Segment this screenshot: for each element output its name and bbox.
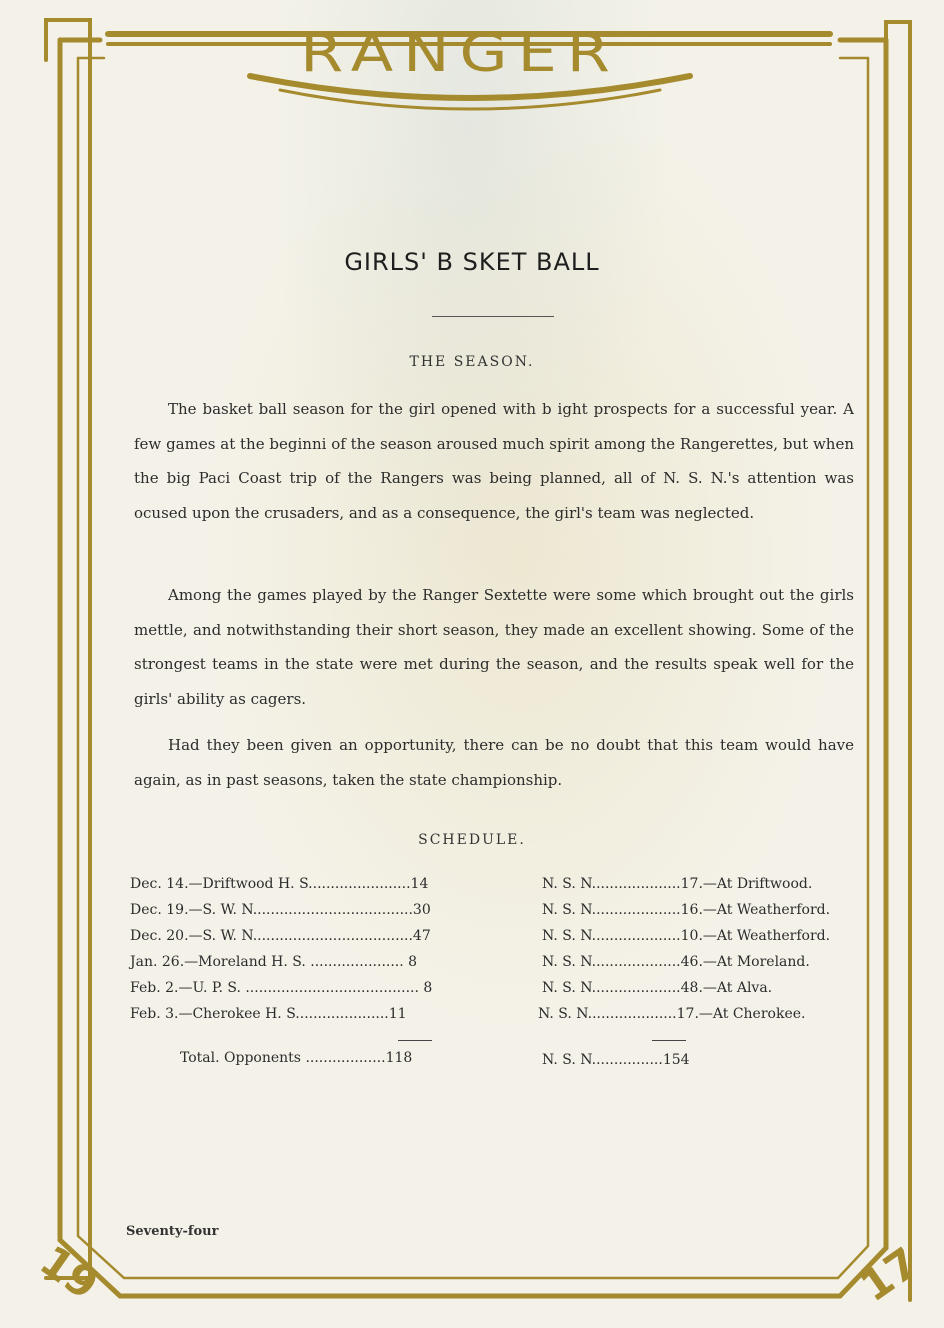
schedule-right-row: N. S. N....................10.—At Weatherford. [542, 928, 831, 944]
schedule-left-row: Dec. 20.—S. W. N....................................47 [130, 928, 431, 944]
year-right: 17 [851, 1237, 928, 1312]
paragraph-2: Among the games played by the Ranger Sextette were some which brought out the girls mettle, and notwithstanding their short season, they made an excellent showing. Some of the strongest teams in the state were met during the season, and the results speak well for the girls' ability as cagers. [134, 586, 854, 708]
team-name: N. S. N. [542, 980, 597, 996]
team-name: N. S. N. [542, 876, 597, 892]
paragraph-1: The basket ball season for the girl opened with b ight prospects for a successful year. A few games at the beginni of the season aroused much spirit among the Rangerettes, but when the big Paci Coast trip of the Rangers was being planned, all of N. S. N.'s attention was ocused upon the crusaders, and as a consequence, the girl's team was neglected. [134, 400, 854, 522]
total-rule-right [652, 1040, 686, 1041]
opponent-score: 8 [408, 954, 418, 970]
game-opponent: Moreland H. S. [198, 954, 306, 970]
game-date: Feb. 3. [130, 1006, 179, 1022]
team-score: 16. [680, 902, 703, 918]
game-place: At Alva. [716, 980, 773, 996]
paragraph-3: Had they been given an opportunity, there can be no doubt that this team would have again, as in past seasons, taken the state championship. [134, 736, 854, 789]
schedule-heading: SCHEDULE. [418, 832, 526, 848]
game-date: Feb. 2. [130, 980, 179, 996]
game-opponent: S. W. N. [202, 928, 258, 944]
team-name: N. S. N. [542, 902, 597, 918]
schedule-right-row: N. S. N....................48.—At Alva. [542, 980, 773, 996]
team-score: 10. [680, 928, 703, 944]
team-score: 17. [676, 1006, 699, 1022]
team-score: 17. [680, 876, 703, 892]
team-score: 46. [680, 954, 703, 970]
team-name: N. S. N. [538, 1006, 593, 1022]
schedule-left-row: Jan. 26.—Moreland H. S. ..................... 8 [130, 954, 418, 970]
team-score: 48. [680, 980, 703, 996]
game-place: At Driftwood. [716, 876, 813, 892]
schedule-left-row: Feb. 2.—U. P. S. ....................................... 8 [130, 980, 433, 996]
game-date: Dec. 14. [130, 876, 189, 892]
opponent-score: 30 [412, 902, 431, 918]
total-opponents: Total. Opponents ..................118 [180, 1050, 413, 1066]
schedule-left-row: Dec. 19.—S. W. N....................................30 [130, 902, 431, 918]
game-opponent: Driftwood H. S. [202, 876, 313, 892]
game-opponent: Cherokee H. S. [192, 1006, 300, 1022]
game-place: At Weatherford. [716, 902, 831, 918]
game-place: At Weatherford. [716, 928, 831, 944]
team-name: N. S. N. [542, 954, 597, 970]
game-date: Dec. 20. [130, 928, 189, 944]
total-label: N. S. N. [542, 1052, 597, 1068]
opponent-score: 11 [388, 1006, 407, 1022]
total-score: 118 [385, 1050, 413, 1066]
total-rule-left [398, 1040, 432, 1041]
total-nsn: N. S. N................154 [542, 1052, 690, 1068]
title-divider [432, 316, 554, 317]
game-opponent: S. W. N. [202, 902, 258, 918]
opponent-score: 8 [423, 980, 433, 996]
schedule-right-row: N. S. N....................17.—At Cherokee. [538, 1006, 806, 1022]
page-number: Seventy-four [126, 1224, 219, 1239]
game-opponent: U. P. S. [192, 980, 241, 996]
opponent-score: 14 [410, 876, 429, 892]
schedule-right-row: N. S. N....................17.—At Driftwood. [542, 876, 813, 892]
schedule-left-row: Dec. 14.—Driftwood H. S.......................14 [130, 876, 429, 892]
masthead-title: RANGER [300, 21, 620, 84]
schedule-left-row: Feb. 3.—Cherokee H. S.....................11 [130, 1006, 407, 1022]
year-left: 19 [31, 1235, 108, 1310]
game-date: Jan. 26. [130, 954, 185, 970]
schedule-right-row: N. S. N....................46.—At Moreland. [542, 954, 810, 970]
schedule-right-row: N. S. N....................16.—At Weatherford. [542, 902, 831, 918]
opponent-score: 47 [412, 928, 431, 944]
page-title: GIRLS' B SKET BALL [344, 248, 600, 276]
season-heading: THE SEASON. [409, 354, 535, 370]
total-label: Total. Opponents [180, 1050, 301, 1066]
game-date: Dec. 19. [130, 902, 189, 918]
game-place: At Moreland. [716, 954, 810, 970]
total-score: 154 [662, 1052, 690, 1068]
game-place: At Cherokee. [712, 1006, 806, 1022]
team-name: N. S. N. [542, 928, 597, 944]
